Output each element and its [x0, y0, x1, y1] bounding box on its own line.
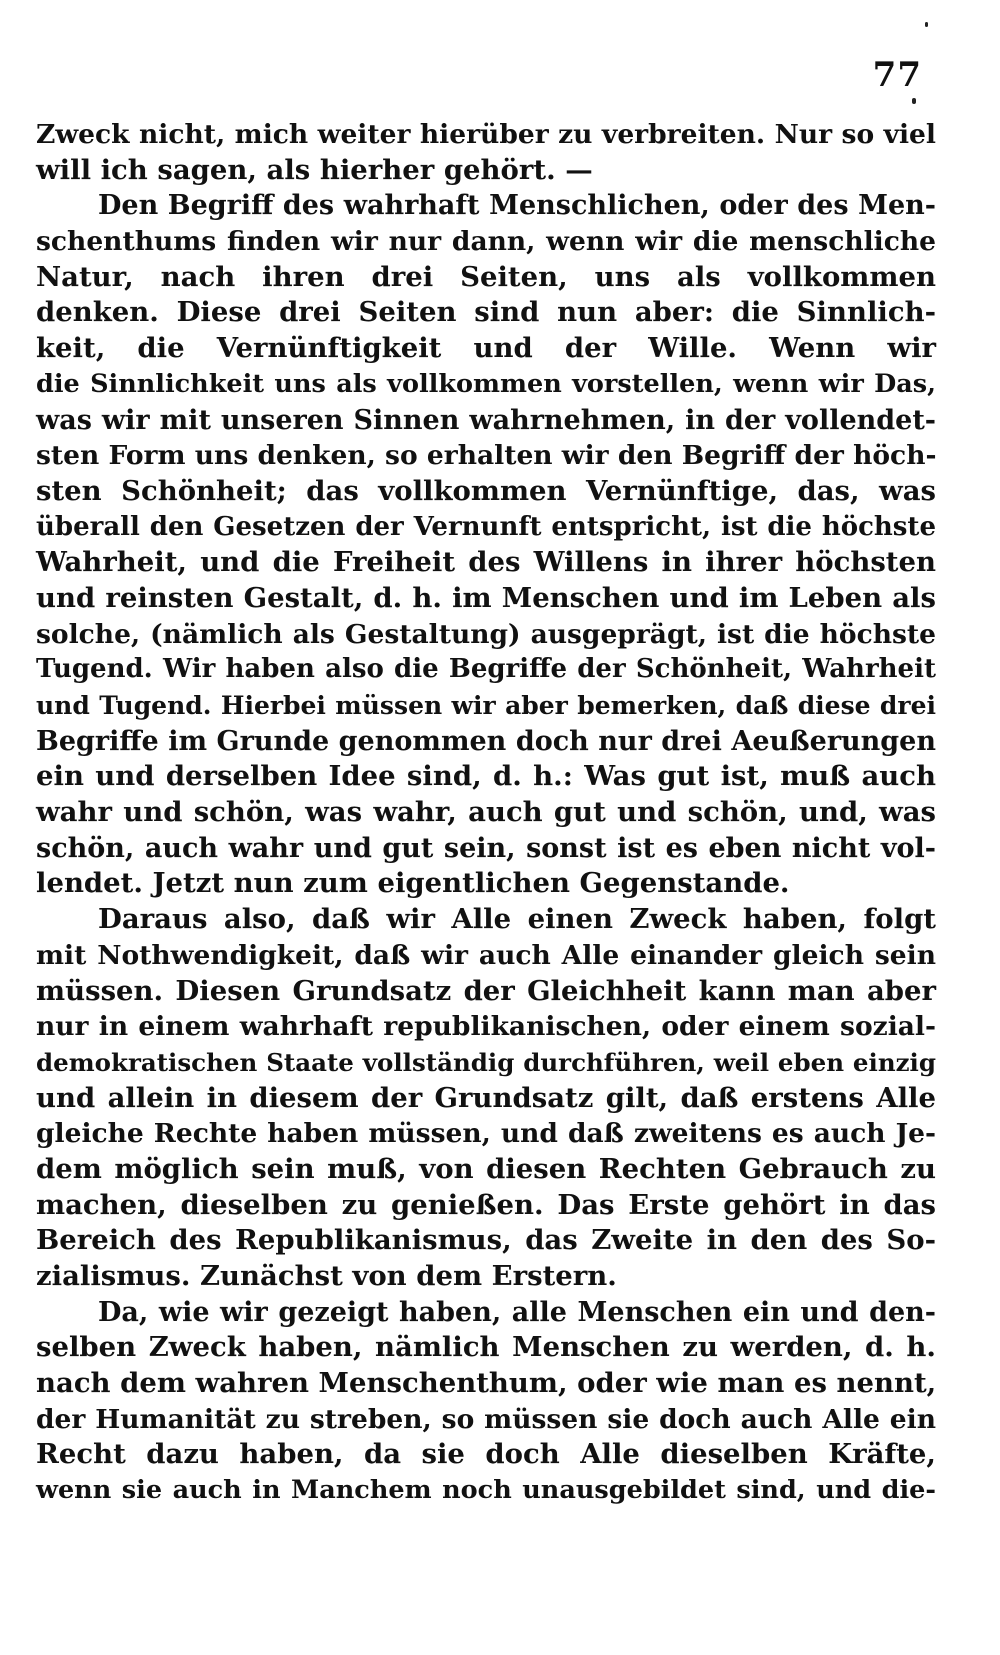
text-line: ein und derselben Idee sind, d. h.: Was gut ist, muß auch — [36, 760, 936, 793]
text-line: lendet. Jetzt nun zum eigentlichen Gegenstande. — [36, 867, 790, 900]
text-line: sten Form uns denken, so erhalten wir den Begriff der höch- — [36, 440, 937, 472]
text-line: die Sinnlichkeit uns als vollkommen vorstellen, wenn wir Das, — [36, 368, 936, 399]
text-line: Daraus also, daß wir Alle einen Zweck haben, folgt — [98, 903, 936, 936]
text-line: Bereich des Republikanismus, das Zweite in den des So- — [36, 1224, 936, 1257]
text-line: selben Zweck haben, nämlich Menschen zu werden, d. h. — [36, 1331, 936, 1364]
text-line: Wahrheit, und die Freiheit des Willens in ihrer höchsten — [36, 546, 936, 579]
text-line: Den Begriff des wahrhaft Menschlichen, oder des Men- — [98, 190, 936, 222]
text-line: Begriffe im Grunde genommen doch nur drei Aeußerungen — [36, 725, 936, 757]
text-line: wahr und schön, was wahr, auch gut und schön, und, was — [36, 796, 936, 829]
text-line: gleiche Rechte haben müssen, und daß zweitens es auch Je- — [36, 1118, 936, 1150]
ink-speck — [912, 98, 916, 104]
text-line: der Humanität zu streben, so müssen sie doch auch Alle ein — [36, 1403, 936, 1435]
text-line: müssen. Diesen Grundsatz der Gleichheit kann man aber — [36, 974, 936, 1007]
text-line: will ich sagen, als hierher gehört. — — [36, 153, 593, 186]
page-number: 77 — [872, 55, 922, 95]
body-text — [36, 117, 936, 1509]
text-line: und reinsten Gestalt, d. h. im Menschen und im Leben als — [36, 581, 936, 614]
text-line: Zweck nicht, mich weiter hierüber zu verbreiten. Nur so viel — [36, 119, 936, 150]
text-line: mit Nothwendigkeit, daß wir auch Alle einander gleich sein — [36, 939, 936, 971]
text-line: denken. Diese drei Seiten sind nun aber: die Sinnlich- — [36, 296, 936, 329]
text-line: und Tugend. Hierbei müssen wir aber bemerken, daß diese drei — [36, 691, 936, 720]
ink-speck — [925, 22, 928, 27]
text-line: Da, wie wir gezeigt haben, alle Menschen ein und den- — [98, 1296, 936, 1328]
text-line: demokratischen Staate vollständig durchführen, weil eben einzig — [36, 1047, 936, 1077]
text-line: wenn sie auch in Manchem noch unausgebildet sind, und die- — [36, 1475, 936, 1506]
text-line: schenthums finden wir nur dann, wenn wir die menschliche — [36, 226, 936, 258]
text-line: keit, die Vernünftigkeit und der Wille. Wenn wir — [36, 332, 936, 365]
text-line: überall den Gesetzen der Vernunft entspricht, ist die höchste — [36, 511, 936, 542]
text-line: Recht dazu haben, da sie doch Alle dieselben Kräfte, — [36, 1438, 936, 1471]
text-line: machen, dieselben zu genießen. Das Erste gehört in das — [36, 1188, 936, 1221]
text-line: schön, auch wahr und gut sein, sonst ist es eben nicht vol- — [36, 832, 936, 864]
text-line: und allein in diesem der Grundsatz gilt, daß erstens Alle — [36, 1081, 936, 1114]
text-line: zialismus. Zunächst von dem Erstern. — [36, 1260, 617, 1292]
text-line: Tugend. Wir haben also die Begriffe der Schönheit, Wahrheit — [36, 654, 936, 685]
text-line: solche, (nämlich als Gestaltung) ausgeprägt, ist die höchste — [36, 618, 936, 650]
text-line: dem möglich sein muß, von diesen Rechten Gebrauch zu — [36, 1152, 936, 1185]
text-line: Natur, nach ihren drei Seiten, uns als vollkommen — [36, 260, 936, 293]
text-line: sten Schönheit; das vollkommen Vernünftige, das, was — [36, 474, 936, 507]
text-line: nur in einem wahrhaft republikanischen, oder einem sozial- — [36, 1011, 936, 1043]
text-line: was wir mit unseren Sinnen wahrnehmen, in der vollendet- — [36, 404, 936, 436]
text-line: nach dem wahren Menschenthum, oder wie man es nennt, — [36, 1367, 937, 1400]
